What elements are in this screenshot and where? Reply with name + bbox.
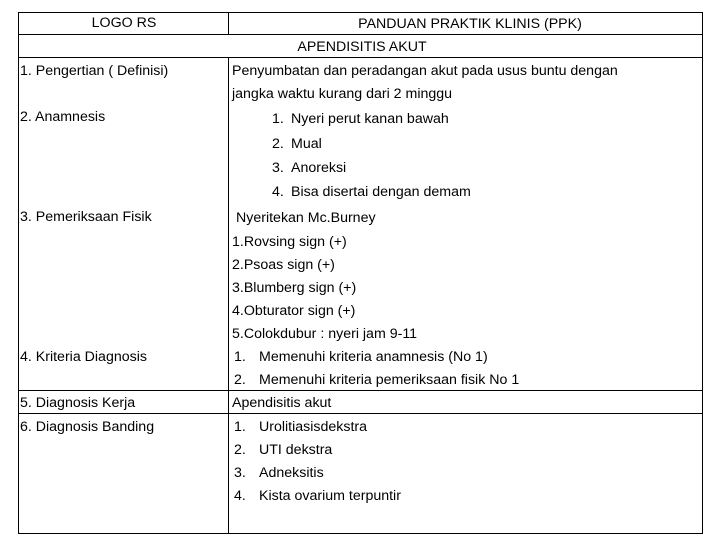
- anamnesis-item-number: 1.: [272, 111, 284, 127]
- criteria-item-number: 1.: [234, 349, 246, 365]
- disease-title: APENDISITIS AKUT: [297, 39, 427, 55]
- working-diagnosis-value: Apendisitis akut: [232, 395, 332, 411]
- anamnesis-item: Bisa disertai dengan demam: [291, 184, 471, 200]
- anamnesis-item: Anoreksi: [291, 160, 347, 176]
- working-diagnosis-label: 5. Diagnosis Kerja: [20, 395, 136, 411]
- physical-exam-label: 3. Pemeriksaan Fisik: [20, 209, 152, 225]
- criteria-item: Memenuhi kriteria pemeriksaan fisik No 1: [259, 372, 520, 388]
- column-divider-body: [228, 57, 229, 534]
- differential-item-number: 4.: [234, 488, 246, 504]
- criteria-item: Memenuhi kriteria anamnesis (No 1): [259, 349, 488, 365]
- criteria-item-number: 2.: [234, 372, 246, 388]
- anamnesis-item-number: 2.: [272, 136, 284, 152]
- differential-item: Urolitiasisdekstra: [259, 419, 368, 435]
- logo-placeholder: LOGO RS: [91, 15, 157, 31]
- anamnesis-label: 2. Anamnesis: [20, 109, 106, 125]
- physical-exam-line: Nyeritekan Mc.Burney: [236, 210, 376, 226]
- ppk-title: PANDUAN PRAKTIK KLINIS (PPK): [358, 16, 582, 32]
- column-divider-top: [228, 12, 229, 35]
- differential-item: Adneksitis: [259, 465, 324, 481]
- anamnesis-item-number: 4.: [272, 184, 284, 200]
- physical-exam-line: 4.Obturator sign (+): [232, 303, 356, 319]
- anamnesis-item-number: 3.: [272, 160, 284, 176]
- differential-item-number: 3.: [234, 465, 246, 481]
- definition-line: Penyumbatan dan peradangan akut pada usus buntu dengan: [232, 63, 618, 79]
- differential-diagnosis-label: 6. Diagnosis Banding: [20, 419, 155, 435]
- diagnostic-criteria-label: 4. Kriteria Diagnosis: [20, 349, 147, 365]
- definition-line: jangka waktu kurang dari 2 minggu: [232, 86, 453, 102]
- differential-diagnosis-divider: [18, 413, 703, 414]
- physical-exam-line: 1.Rovsing sign (+): [232, 234, 347, 250]
- physical-exam-line: 5.Colokdubur : nyeri jam 9-11: [232, 326, 418, 342]
- working-diagnosis-divider: [18, 390, 703, 391]
- physical-exam-line: 2.Psoas sign (+): [232, 257, 335, 273]
- physical-exam-line: 3.Blumberg sign (+): [232, 280, 357, 296]
- title-row-divider: [18, 57, 703, 58]
- differential-item: Kista ovarium terpuntir: [259, 488, 401, 504]
- header-row-divider: [18, 34, 703, 35]
- differential-item: UTI dekstra: [259, 442, 333, 458]
- anamnesis-item: Nyeri perut kanan bawah: [291, 111, 449, 127]
- definition-label: 1. Pengertian ( Definisi): [20, 63, 169, 79]
- differential-item-number: 2.: [234, 442, 246, 458]
- anamnesis-item: Mual: [291, 136, 322, 152]
- differential-item-number: 1.: [234, 419, 246, 435]
